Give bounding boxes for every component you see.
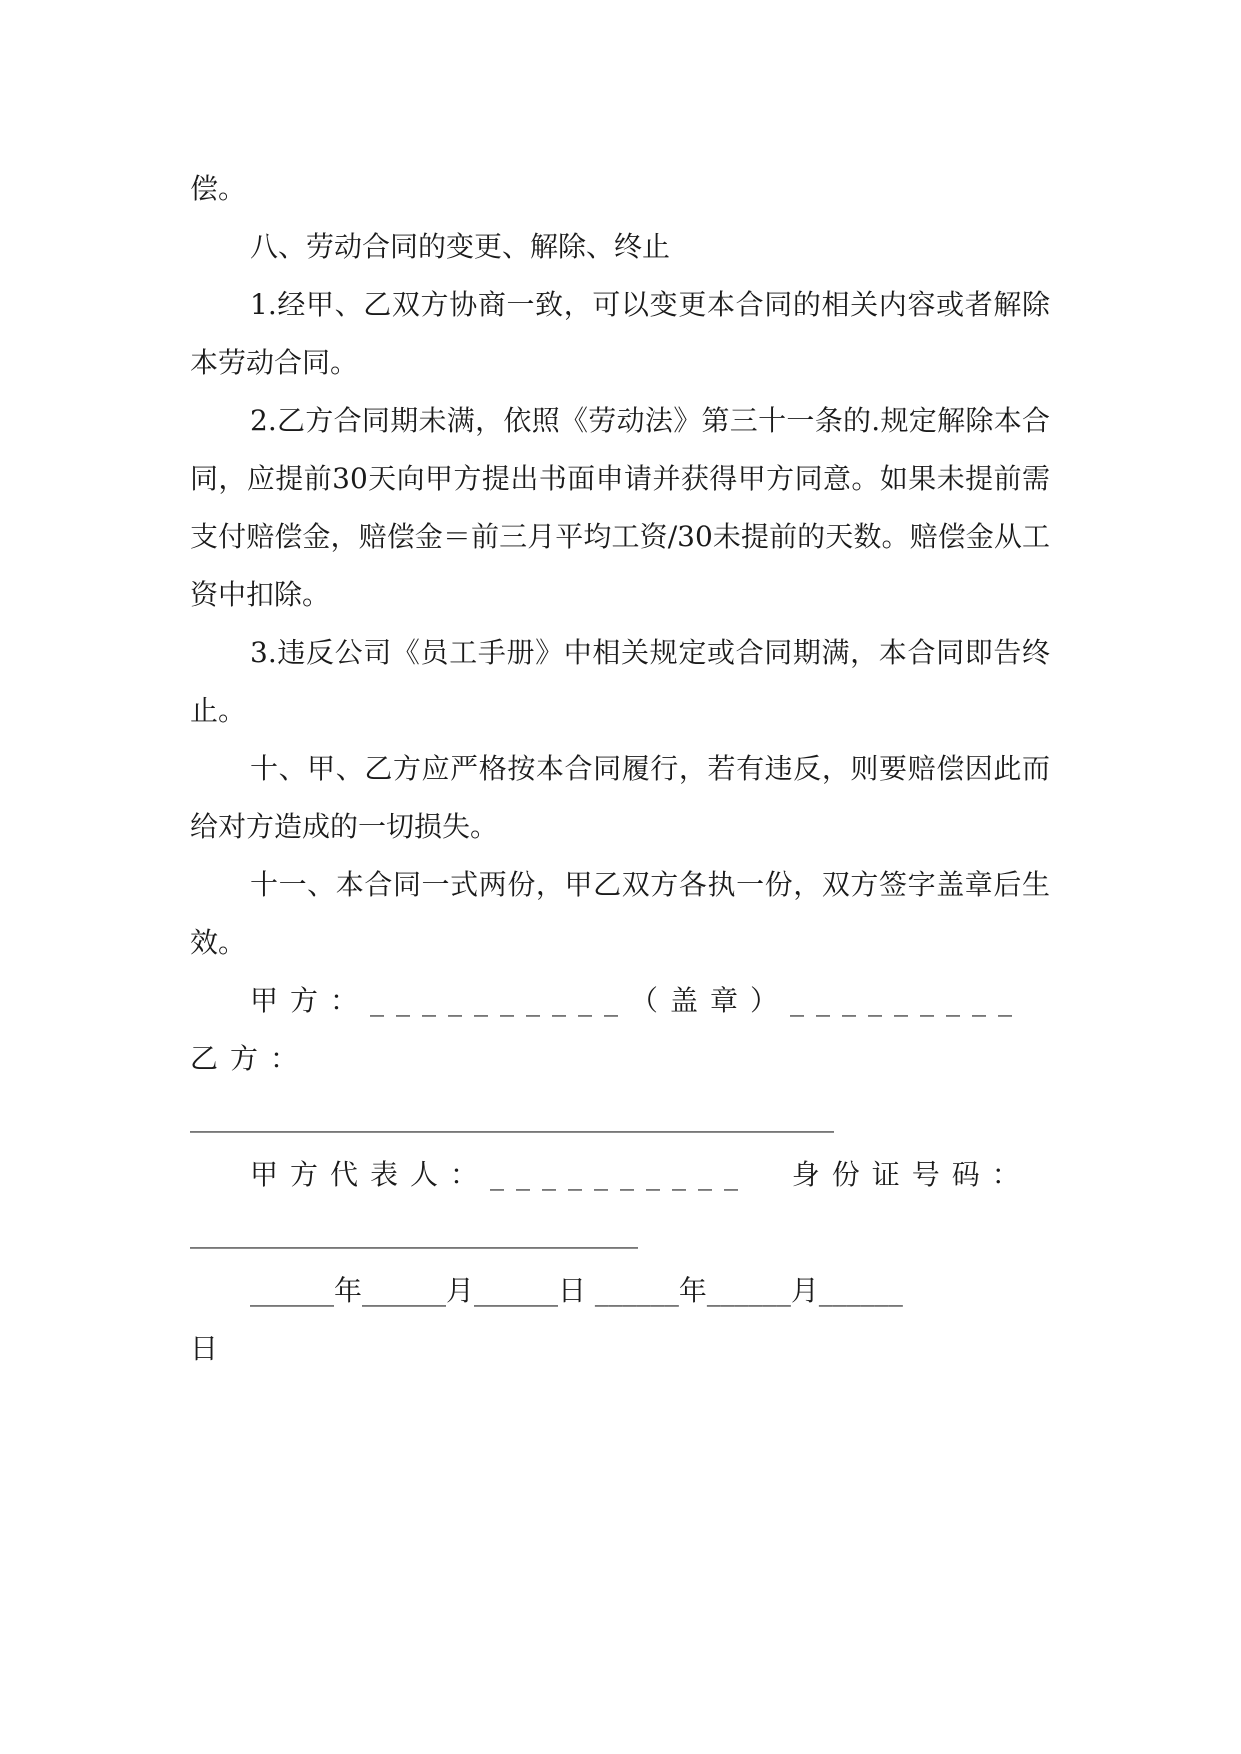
section-eleven: 十一、本合同一式两份，甲乙双方各执一份，双方签字盖章后生效。 xyxy=(190,868,1050,959)
section-heading-eight: 八、劳动合同的变更、解除、终止 xyxy=(250,230,671,263)
signature-date-tail: 日 xyxy=(190,1332,219,1365)
signature-id-number-blank: ________________________________ xyxy=(190,1216,638,1249)
signature-representative-line: 甲方代表人：__________ 身份证号码： xyxy=(250,1158,1032,1191)
signature-party-b-blank: ______________________________________________ xyxy=(190,1100,834,1133)
signature-party-line: 甲方：__________（盖章）_________ 乙方： xyxy=(190,984,1066,1075)
clause-1: 1.经甲、乙双方协商一致，可以变更本合同的相关内容或者解除本劳动合同。 xyxy=(190,288,1050,379)
clause-3: 3.违反公司《员工手册》中相关规定或合同期满，本合同即告终止。 xyxy=(190,636,1050,727)
section-ten: 十、甲、乙方应严格按本合同履行，若有违反，则要赔偿因此而给对方造成的一切损失。 xyxy=(190,752,1050,843)
document-body xyxy=(190,160,1066,1378)
signature-date-line: ______年______月______日 ______年______月______ xyxy=(250,1274,903,1307)
clause-2: 2.乙方合同期未满，依照《劳动法》第三十一条的.规定解除本合同，应提前30天向甲方提出书面申请并获得甲方同意。如果未提前需支付赔偿金，赔偿金＝前三月平均工资/30未提前的天数。赔偿金从工资中扣除。 xyxy=(190,404,1050,611)
paragraph-continuation: 偿。 xyxy=(190,172,247,205)
